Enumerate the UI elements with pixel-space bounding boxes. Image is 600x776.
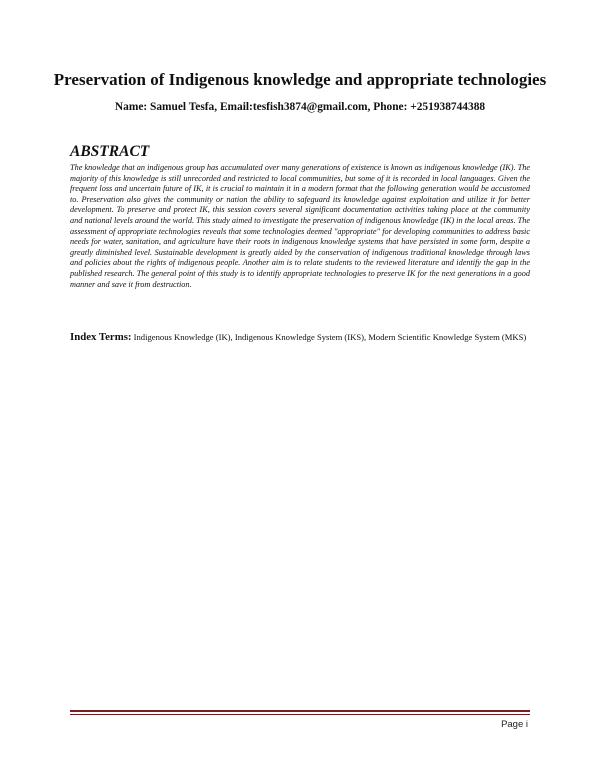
index-terms-text: Indigenous Knowledge (IK), Indigenous Knowledge System (IKS), Modern Scientific Knowledge System (MKS) [131,332,527,342]
paper-title: Preservation of Indigenous knowledge and appropriate technologies [53,70,547,89]
index-terms [70,332,532,343]
author-info: Name: Samuel Tesfa, Email:tesfish3874@gmail.com, Phone: +251938744388 [114,101,486,113]
abstract-body: The knowledge that an indigenous group has accumulated over many generations of existence is known as indigenous knowledge (IK). The majority of this knowledge is still unrecorded and restricted to local communities, but some of it is recorded in local languages. Given the frequent loss and uncertain future of IK, it is crucial to maintain it in a modern format that the following generation would be accustomed to. Preservation also gives the community or nation the ability to safeguard its knowledge against exploitation and utilize it for better development. To preserve and protect IK, this session covers several significant documentation activities taking place at the community and national levels around the world. This study aimed to investigate the preservation of indigenous knowledge (IK) in the local areas. The assessment of appropriate technologies reveals that some technologies deemed "appropriate" for developing communities to address basic needs for water, sanitation, and agriculture have their roots in indigenous knowledge systems that have persisted in some form, despite a greatly diminished level. Sustainable development is greatly aided by the conservation of indigenous traditional knowledge through laws and policies about the rights of indigenous people. Another aim is to relate students to the reviewed literature and identify the gap in the published research. The general point of this study is to identify appropriate technologies to preserve IK for the next generations in a good manner and save it from destruction. [70,163,530,289]
footer-rule-thin [70,714,530,715]
abstract-heading: ABSTRACT [70,143,150,160]
page-number: Page i [501,719,528,730]
footer-rule-thick [70,710,530,712]
index-terms-label: Index Terms: [70,331,132,343]
